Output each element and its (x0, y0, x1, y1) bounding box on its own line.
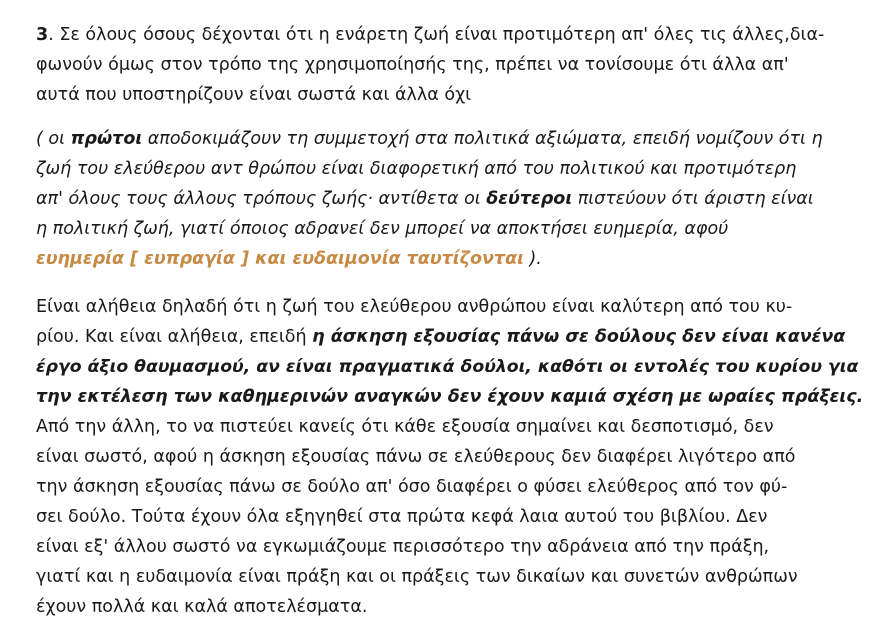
text-line-emphasis: την εκτέλεση των καθημερινών αναγκών δεν έχουν καμιά σχέση με ωραίες πράξεις. (36, 387, 864, 407)
text-line (36, 124, 857, 154)
emphasis-first: πρώτοι (70, 129, 143, 149)
paragraph-main (36, 292, 864, 622)
text-line: είναι σωστό, αφού η άσκηση εξουσίας πάνω σε ελεύθερους δεν διαφέρει λιγότερο από (36, 447, 796, 467)
paragraph-parenthetical (36, 124, 857, 274)
text-line (36, 20, 857, 50)
text-span: ρίου. Και είναι αλήθεια, επειδή (36, 327, 313, 347)
emphasis-span: η άσκηση εξουσίας πάνω σε δούλους δεν είναι κανένα (312, 327, 846, 347)
text-span: ). (523, 249, 542, 269)
text-line: σει δούλο. Τούτα έχουν όλα εξηγηθεί στα πρώτα κεφά λαια αυτού του βιβλίου. Δεν (36, 507, 768, 527)
text-span: ( οι (36, 129, 71, 149)
section-number: 3 (36, 25, 49, 45)
paragraph-intro (36, 20, 857, 110)
text-line: η πολιτική ζωή, γιατί όποιος αδρανεί δεν μπορεί να αποκτήσει ευημερία, αφού (36, 219, 729, 239)
text-line: Είναι αλήθεια δηλαδή ότι η ζωή του ελεύθερου ανθρώπου είναι καλύτερη από του κυ- (36, 297, 793, 317)
text-span: αποδοκιμάζουν τη συμμετοχή στα πολιτικά αξιώματα, επειδή νομίζουν ότι η (142, 129, 823, 149)
text-line: την άσκηση εξουσίας πάνω σε δούλο απ' όσο διαφέρει ο φύσει ελεύθερος από τον φύ- (36, 477, 788, 497)
text-line: ζωή του ελεύθερου αντ θρώπου είναι διαφορετική από του πολιτικού και προτιμότερη (36, 159, 797, 179)
text-line (36, 244, 857, 274)
text-line (36, 322, 857, 352)
text-line: έχουν πολλά και καλά αποτελέσματα. (36, 597, 368, 617)
text-line: Από την άλλη, το να πιστεύει κανείς ότι κάθε εξουσία σημαίνει και δεσποτισμό, δεν (36, 417, 774, 437)
text-line: είναι εξ' άλλου σωστό να εγκωμιάζουμε περισσότερο την αδράνεια από την πράξη, (36, 537, 770, 557)
text-line (36, 184, 857, 214)
text-line: φωνούν όμως στον τρόπο της χρησιμοποίησής της, πρέπει να τονίσουμε ότι άλλα απ' (36, 55, 789, 75)
emphasis-second: δεύτεροι (486, 189, 573, 209)
text-span: πιστεύουν ότι άριστη είναι (572, 189, 814, 209)
highlighted-phrase: ευημερία [ ευπραγία ] και ευδαιμονία ταυτίζονται (36, 249, 524, 269)
text-span: απ' όλους τους άλλους τρόπους ζωής· αντίθετα οι (36, 189, 487, 209)
text-line: αυτά που υποστηρίζουν είναι σωστά και άλλα όχι (36, 85, 472, 105)
text-span: . Σε όλους όσους δέχονται ότι η ενάρετη ζωή είναι προτιμότερη απ' όλες τις άλλες,δια- (48, 25, 825, 45)
text-line-emphasis: έργο άξιο θαυμασμού, αν είναι πραγματικά δούλοι, καθότι οι εντολές του κυρίου για (36, 357, 859, 377)
text-line: γιατί και η ευδαιμονία είναι πράξη και οι πράξεις των δικαίων και συνετών ανθρώπων (36, 567, 798, 587)
